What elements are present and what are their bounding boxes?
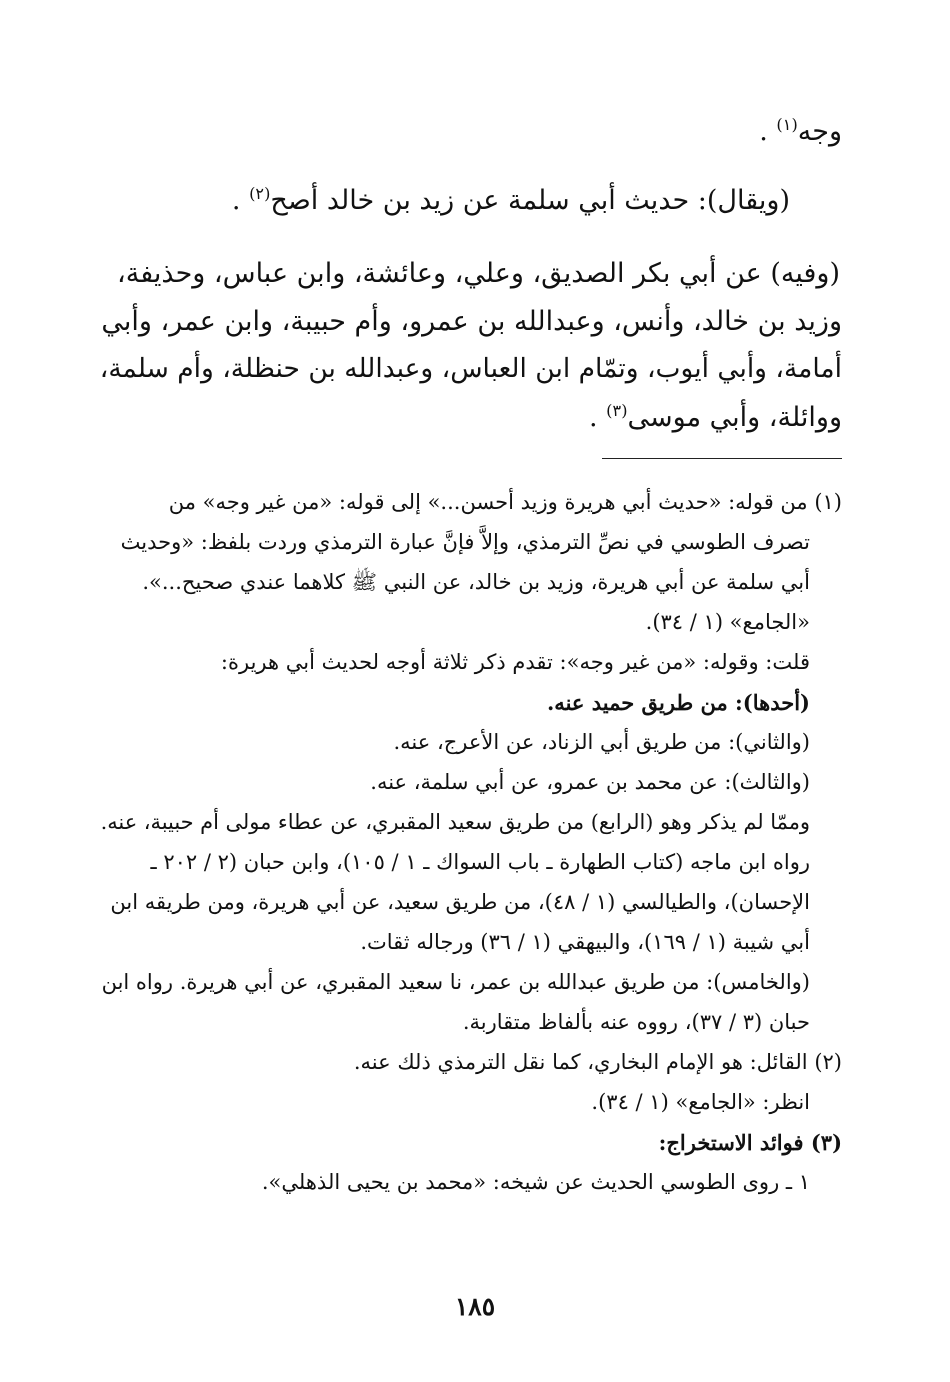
- footnote-line-9: وممّا لم يذكر وهو (الرابع) من طريق سعيد المقبري، عن عطاء مولى أم حبيبة، عنه.: [100, 810, 810, 834]
- main-line-2-end: .: [231, 185, 250, 216]
- paragraph-line-4-end: .: [588, 402, 607, 433]
- footnote-line-4: «الجامع» (١ / ٣٤).: [645, 610, 810, 634]
- footnote-line-2: تصرف الطوسي في نصِّ الترمذي، وإلاَّ فإنَّ عبارة الترمذي وردت بلفظ: «وحديث: [120, 530, 810, 554]
- footnote-line-12: أبي شيبة (١ / ١٦٩)، والبيهقي (١ / ٣٦) ورجاله ثقات.: [360, 930, 810, 954]
- paragraph-line-4-text: ووائلة، وأبي موسى: [627, 402, 842, 433]
- main-line-1-end: .: [759, 116, 777, 147]
- paragraph-line-4: [588, 401, 842, 433]
- footnote-line-6: (أحدها): من طريق حميد عنه.: [547, 690, 810, 715]
- footnote-ref-2: (٢): [249, 184, 271, 203]
- footnote-line-17: (٣) فوائد الاستخراج:: [658, 1130, 842, 1155]
- footnote-line-8: (والثالث): عن محمد بن عمرو، عن أبي سلمة، عنه.: [370, 770, 810, 794]
- main-line-1: [759, 115, 842, 147]
- footnote-line-14: حبان (٣ / ٣٧)، رووه عنه بألفاظ متقاربة.: [462, 1010, 810, 1034]
- footnote-line-10: رواه ابن ماجه (كتاب الطهارة ـ باب السواك ـ ١ / ١٠٥)، وابن حبان (٢ / ٢٠٢ ـ: [150, 850, 810, 874]
- paragraph-line-1: (وفيه) عن أبي بكر الصديق، وعلي، وعائشة، وابن عباس، وحذيفة،: [117, 258, 840, 289]
- main-line-2-text: (ويقال): حديث أبي سلمة عن زيد بن خالد أصح: [270, 185, 790, 216]
- footnote-line-3: أبي سلمة عن أبي هريرة، وزيد بن خالد، عن النبي ﷺ كلاهما عندي صحيح...».: [142, 570, 810, 594]
- footnote-line-11: الإحسان)، والطيالسي (١ / ٤٨)، من طريق سعيد، عن أبي هريرة، ومن طريقه ابن: [110, 890, 810, 914]
- paragraph-line-2: وزيد بن خالد، وأنس، وعبدالله بن عمرو، وأم حبيبة، وابن عمر، وأبي: [101, 306, 842, 337]
- footnote-line-1: (١) من قوله: «حديث أبي هريرة وزيد أحسن...» إلى قوله: «من غير وجه» من: [168, 490, 842, 514]
- page-number: ١٨٥: [454, 1292, 496, 1321]
- footnote-line-15: (٢) القائل: هو الإمام البخاري، كما نقل الترمذي ذلك عنه.: [353, 1050, 842, 1074]
- footnote-line-18: ١ ـ روى الطوسي الحديث عن شيخه: «محمد بن يحيى الذهلي».: [261, 1170, 810, 1194]
- footnote-line-7: (والثاني): من طريق أبي الزناد، عن الأعرج، عنه.: [393, 730, 810, 754]
- main-line-1-text: وجه: [797, 116, 842, 147]
- footnote-separator: [602, 458, 842, 459]
- paragraph-line-3: أمامة، وأبي أيوب، وتمّام ابن العباس، وعبدالله بن حنظلة، وأم سلمة،: [99, 353, 842, 384]
- footnote-ref-3: (٣): [606, 401, 628, 420]
- main-line-2: [231, 184, 790, 216]
- footnote-line-13: (والخامس): من طريق عبدالله بن عمر، نا سعيد المقبري، عن أبي هريرة. رواه ابن: [101, 970, 810, 994]
- footnote-ref-1: (١): [776, 115, 798, 134]
- footnote-line-16: انظر: «الجامع» (١ / ٣٤).: [591, 1090, 810, 1114]
- footnote-line-5: قلت: وقوله: «من غير وجه»: تقدم ذكر ثلاثة أوجه لحديث أبي هريرة:: [220, 650, 810, 674]
